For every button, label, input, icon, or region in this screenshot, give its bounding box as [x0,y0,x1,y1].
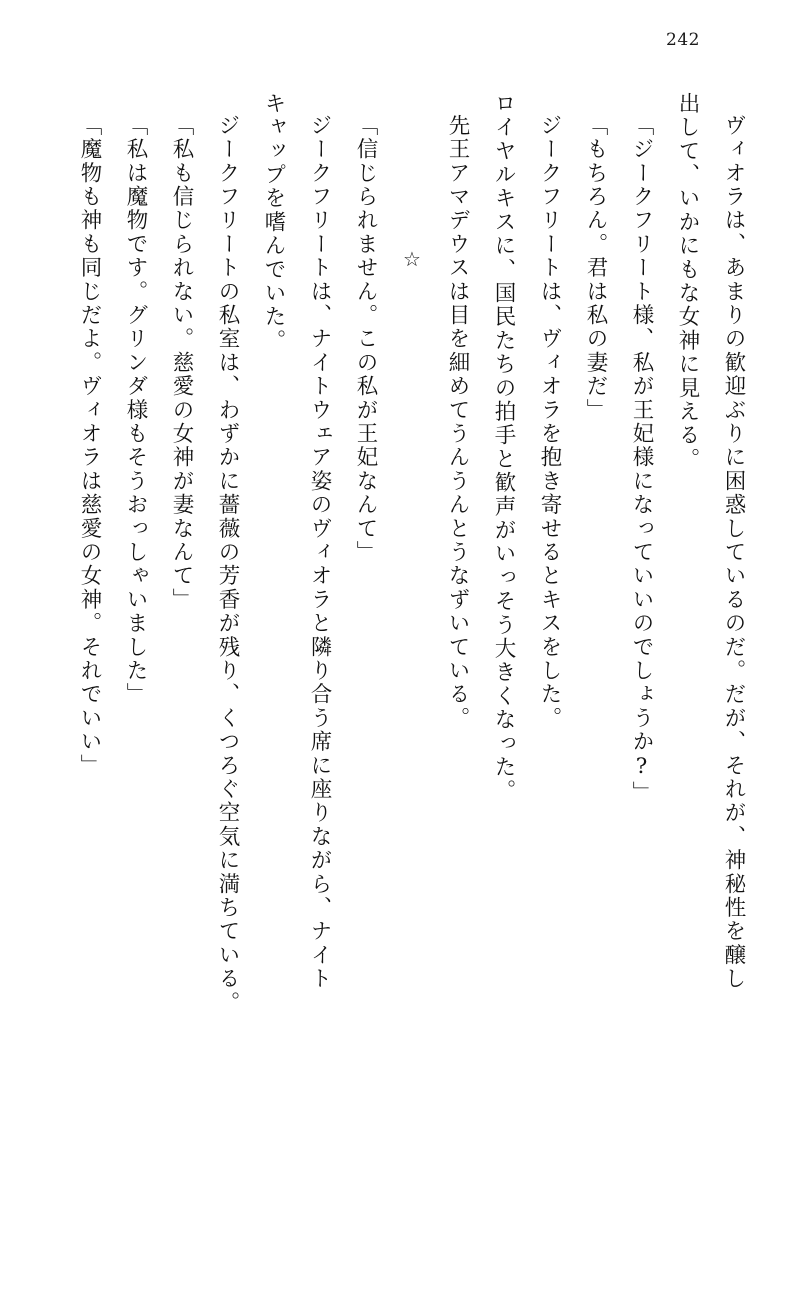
text-column: 「私も信じられない。慈愛の女神が妻なんて」 [169,114,194,612]
scene-break-marker: ☆ [400,247,424,271]
text-column: 「ジークフリート様、私が王妃様になっていいのでしょうか?」 [629,114,654,805]
text-column: 「魔物も神も同じだよ。ヴィオラは慈愛の女神。それでいい」 [77,114,102,778]
text-column: 先王アマデウスは目を細めてうんうんとうなずいている。 [445,114,470,731]
text-column: 「もちろん。君は私の妻だ」 [583,114,608,423]
text-column: 「私は魔物です。グリンダ様もそうおっしゃいました」 [123,114,148,707]
text-column: ジークフリートは、ヴィオラを抱き寄せるとキスをした。 [537,114,562,731]
text-column: 「信じられません。この私が王妃なんて」 [353,114,378,565]
text-column: 出して、いかにもな女神に見える。 [675,92,700,472]
text-column: ヴィオラは、あまりの歓迎ぶりに困惑しているのだ。だが、それが、神秘性を醸し [721,114,746,991]
text-column: ジークフリートは、ナイトウェア姿のヴィオラと隣り合う席に座りながら、ナイト [307,114,332,991]
page-number: 242 [666,30,700,50]
text-column: ジークフリートの私室は、わずかに薔薇の芳香が残り、くつろぐ空気に満ちている。 [215,114,240,1015]
text-column: ロイヤルキスに、国民たちの拍手と歓声がいっそう大きくなった。 [491,92,516,803]
text-column: キャップを嗜んでいた。 [261,92,286,353]
vertical-text-body [40,92,744,1162]
